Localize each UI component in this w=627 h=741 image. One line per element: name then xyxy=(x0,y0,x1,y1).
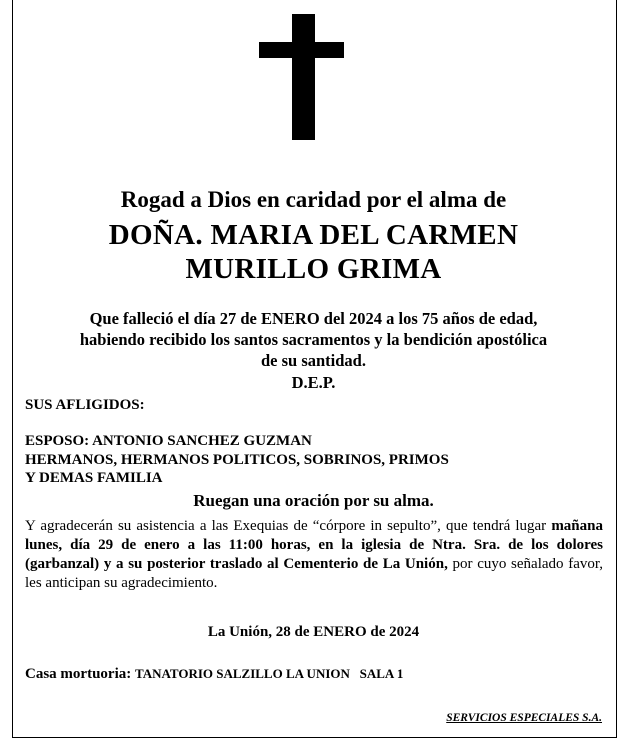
funeral-home-value: TANATORIO SALZILLO LA UNION SALA 1 xyxy=(134,666,404,681)
funeral-details xyxy=(25,517,603,593)
place-date: La Unión, 28 de ENERO de 2024 xyxy=(207,624,420,640)
cross-horizontal-bar xyxy=(259,42,344,58)
company-signature: SERVICIOS ESPECIALES S.A. xyxy=(446,712,602,724)
intro-text: Rogad a Dios en caridad por el alma de xyxy=(120,187,507,212)
family-line-1: ESPOSO: ANTONIO SANCHEZ GUZMAN xyxy=(25,433,312,449)
funeral-details-intro: Y agradecerán su asistencia a las Exequias de “córpore in sepulto”, que tendrá lugar xyxy=(25,518,552,534)
death-notice-line-3: de su santidad. xyxy=(260,351,366,370)
deceased-name-line-2: MURILLO GRIMA xyxy=(185,253,442,285)
afligidos-label: SUS AFLIGIDOS: xyxy=(25,397,145,413)
deceased-name-line-1: DOÑA. MARIA DEL CARMEN xyxy=(108,219,519,251)
family-line-3: Y DEMAS FAMILIA xyxy=(25,470,163,486)
death-notice-line-1: Que falleció el día 27 de ENERO del 2024 a los 75 años de edad, xyxy=(89,309,538,328)
funeral-home-label: Casa mortuoria: xyxy=(25,666,135,682)
cross-vertical-bar xyxy=(292,14,315,140)
prayer-request: Ruegan una oración por su alma. xyxy=(193,491,434,510)
deceased-name xyxy=(20,218,607,286)
death-notice-line-2: habiendo recibido los santos sacramentos y la bendición apostólica xyxy=(79,330,548,349)
family-list xyxy=(25,432,449,488)
death-notice xyxy=(20,308,607,371)
funeral-home xyxy=(25,665,403,683)
family-line-2: HERMANOS, HERMANOS POLITICOS, SOBRINOS, PRIMOS xyxy=(25,451,449,468)
funeral-details-bold: mañana lunes, día 29 de enero a las 11:00 horas, en la iglesia de Ntra. Sra. de los dolores (garbanzal) y a su posterior traslado al Cementerio de La Unión, xyxy=(25,518,603,572)
dep-text: D.E.P. xyxy=(291,373,336,392)
funeral-details-closing: por cuyo señalado favor, les anticipan su agradecimiento. xyxy=(25,556,604,591)
